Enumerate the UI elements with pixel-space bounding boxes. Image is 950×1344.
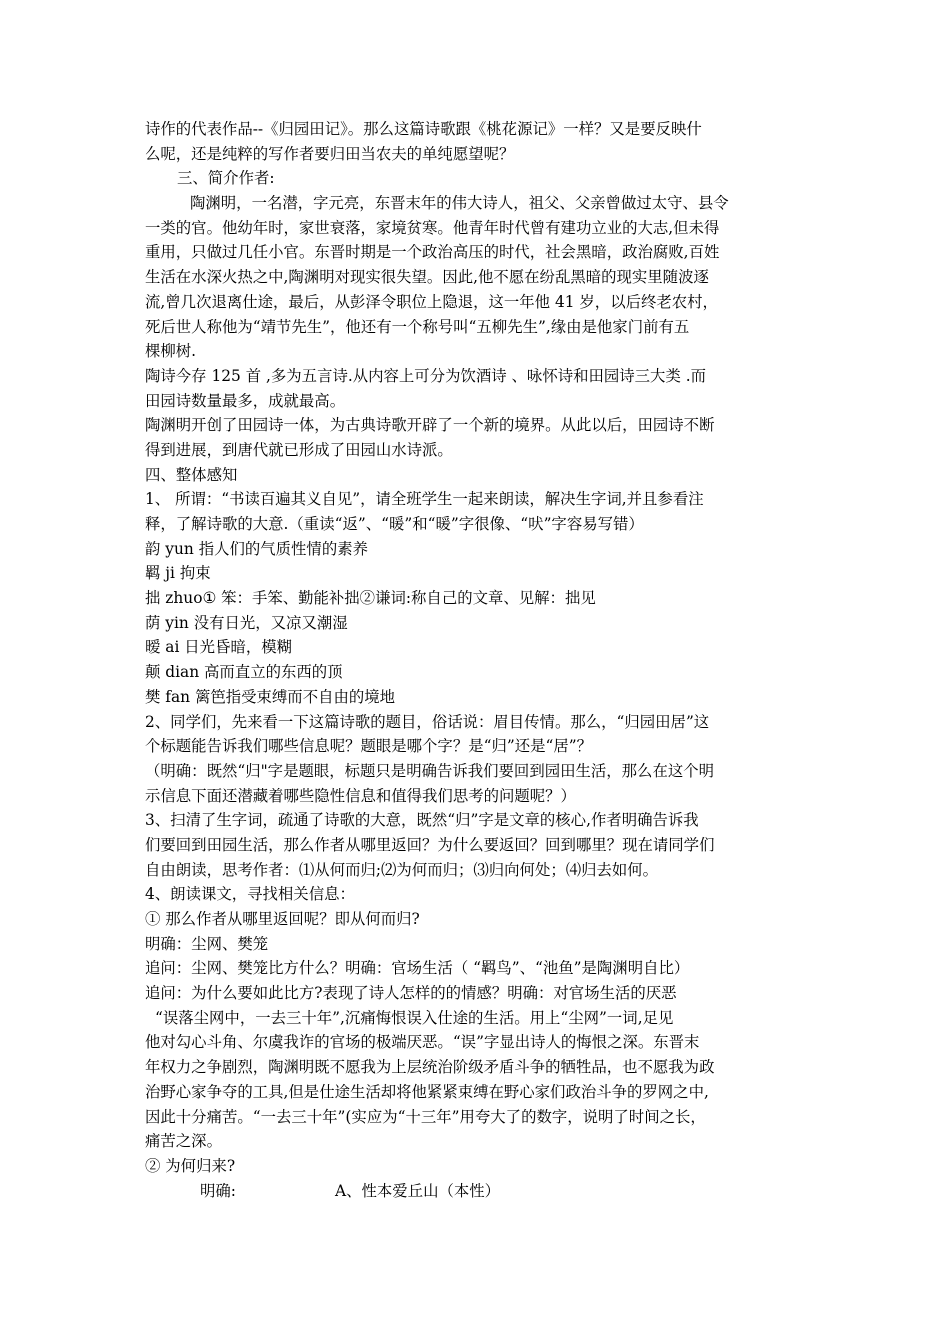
vocab-item: 颠 dian 高而直立的东西的顶 (145, 663, 343, 682)
text-line: 痛苦之深。 (145, 1132, 222, 1151)
text-line: 么呢，还是纯粹的写作者要归田当农夫的单纯愿望呢？ (145, 144, 515, 163)
vocab-item: 暧 ai 日光昏暗，模糊 (145, 638, 293, 657)
text-line: 年权力之争剧烈，陶渊明既不愿我为上层统治阶级矛盾斗争的牺牲品，也不愿我为政 (145, 1058, 715, 1077)
section-heading: 三、简介作者: (177, 169, 275, 188)
text-line: 重用，只做过几任小官。东晋时期是一个政治高压的时代，社会黑暗，政治腐败,百姓 (145, 243, 720, 262)
text-line: 追问：尘网、樊笼比方什么？明确：官场生活（ “羁鸟”、“池鱼”是陶渊明自比） (145, 959, 690, 978)
text-line: 流,曾几次退离仕途，最后，从彭泽令职位上隐退，这一年他 41 岁，以后终老农村， (145, 292, 718, 311)
text-line: 得到进展，到唐代就已形成了田园山水诗派。 (145, 440, 453, 459)
text-line: ① 那么作者从哪里返回呢？即从何而归? (145, 910, 420, 928)
text-line: 生活在水深火热之中,陶渊明对现实很失望。因此,他不愿在纷乱黑暗的现实里随波逐 (145, 268, 709, 287)
vocab-item: 羁 ji 拘束 (145, 564, 211, 583)
text-line: 他对勾心斗角、尔虞我诈的官场的极端厌恶。“误”字显出诗人的悔恨之深。东晋末 (145, 1033, 700, 1052)
text-line: 自由朗读，思考作者：⑴从何而归;⑵为何而归；⑶归向何处；⑷归去如何。 (145, 860, 659, 879)
text-line: 2、同学们，先来看一下这篇诗歌的题目，俗话说：眉目传情。那么，“归园田居”这 (145, 712, 710, 731)
text-line: 因此十分痛苦。“一去三十年”(实应为“十三年”用夸大了的数字，说明了时间之长， (145, 1107, 706, 1126)
text-line: 死后世人称他为“靖节先生”，他还有一个称号叫“五柳先生”,缘由是他家门前有五 (145, 317, 690, 336)
text-line: ② 为何归来? (145, 1156, 236, 1175)
text-line: 田园诗数量最多，成就最高。 (145, 391, 346, 410)
text-line: “误落尘网中，一去三十年”,沉痛悔恨误入仕途的生活。用上“尘网”一词,足见 (155, 1008, 674, 1027)
section-heading: 四、整体感知 (145, 465, 238, 484)
text-line: 一类的官。他幼年时，家世衰落，家境贫寒。他青年时代曾有建功立业的大志,但未得 (145, 218, 720, 237)
text-line: 追问：为什么要如此比方?表现了诗人怎样的的情感？明确：对官场生活的厌恶 (145, 984, 677, 1003)
text-line: 诗作的代表作品--《归园田记》。那么这篇诗歌跟《桃花源记》一样？又是要反映什 (145, 120, 702, 138)
answer-label: 明确: (200, 1181, 236, 1200)
vocab-item: 荫 yin 没有日光，又凉又潮湿 (145, 613, 348, 632)
answer-row (145, 1179, 810, 1204)
text-line: 释，了解诗歌的大意.（重读“返”、“暖”和“暖”字很像、“吠”字容易写错） (145, 515, 644, 533)
text-line: 个标题能告诉我们哪些信息呢？题眼是哪个字？是“归”还是“居”？ (145, 737, 593, 756)
text-line: 示信息下面还潜藏着哪些隐性信息和值得我们思考的问题呢？） (145, 786, 576, 805)
text-line: 4、朗读课文，寻找相关信息： (145, 885, 355, 904)
text-line: 3、扫清了生字词，疏通了诗歌的大意，既然“归”字是文章的核心,作者明确告诉我 (145, 811, 699, 830)
text-line: 们要回到田园生活，那么作者从哪里返回？为什么要返回？回到哪里？现在请同学们 (145, 835, 715, 854)
document-body (145, 117, 810, 1203)
text-line: （明确：既然“归"字是题眼，标题只是明确告诉我们要回到园田生活，那么在这个明 (145, 761, 715, 780)
vocab-item: 韵 yun 指人们的气质性情的素养 (145, 539, 368, 558)
text-line: 陶渊明开创了田园诗一体，为古典诗歌开辟了一个新的境界。从此以后，田园诗不断 (145, 416, 715, 435)
text-line: 陶渊明，一名潜，字元亮，东晋末年的伟大诗人，祖父、父亲曾做过太守、县令 (190, 194, 729, 213)
vocab-item: 拙 zhuo① 笨：手笨、勤能补拙②谦词:称自己的文章、见解：拙见 (145, 589, 596, 608)
text-line: 治野心家争夺的工具,但是仕途生活却将他紧紧束缚在野心家们政治斗争的罗网之中, (145, 1082, 709, 1101)
text-line: 陶诗今存 125 首 ,多为五言诗.从内容上可分为饮酒诗 、咏怀诗和田园诗三大类 .而 (145, 366, 707, 385)
text-line: 棵柳树. (145, 342, 197, 361)
answer-value: A、性本爱丘山（本性） (335, 1181, 501, 1200)
vocab-item: 樊 fan 篱笆指受束缚而不自由的境地 (145, 687, 396, 706)
text-line: 1、 所谓：“书读百遍其义自见”，请全班学生一起来朗读，解决生字词,并且参看注 (145, 490, 704, 509)
text-line: 明确：尘网、樊笼 (145, 934, 269, 953)
